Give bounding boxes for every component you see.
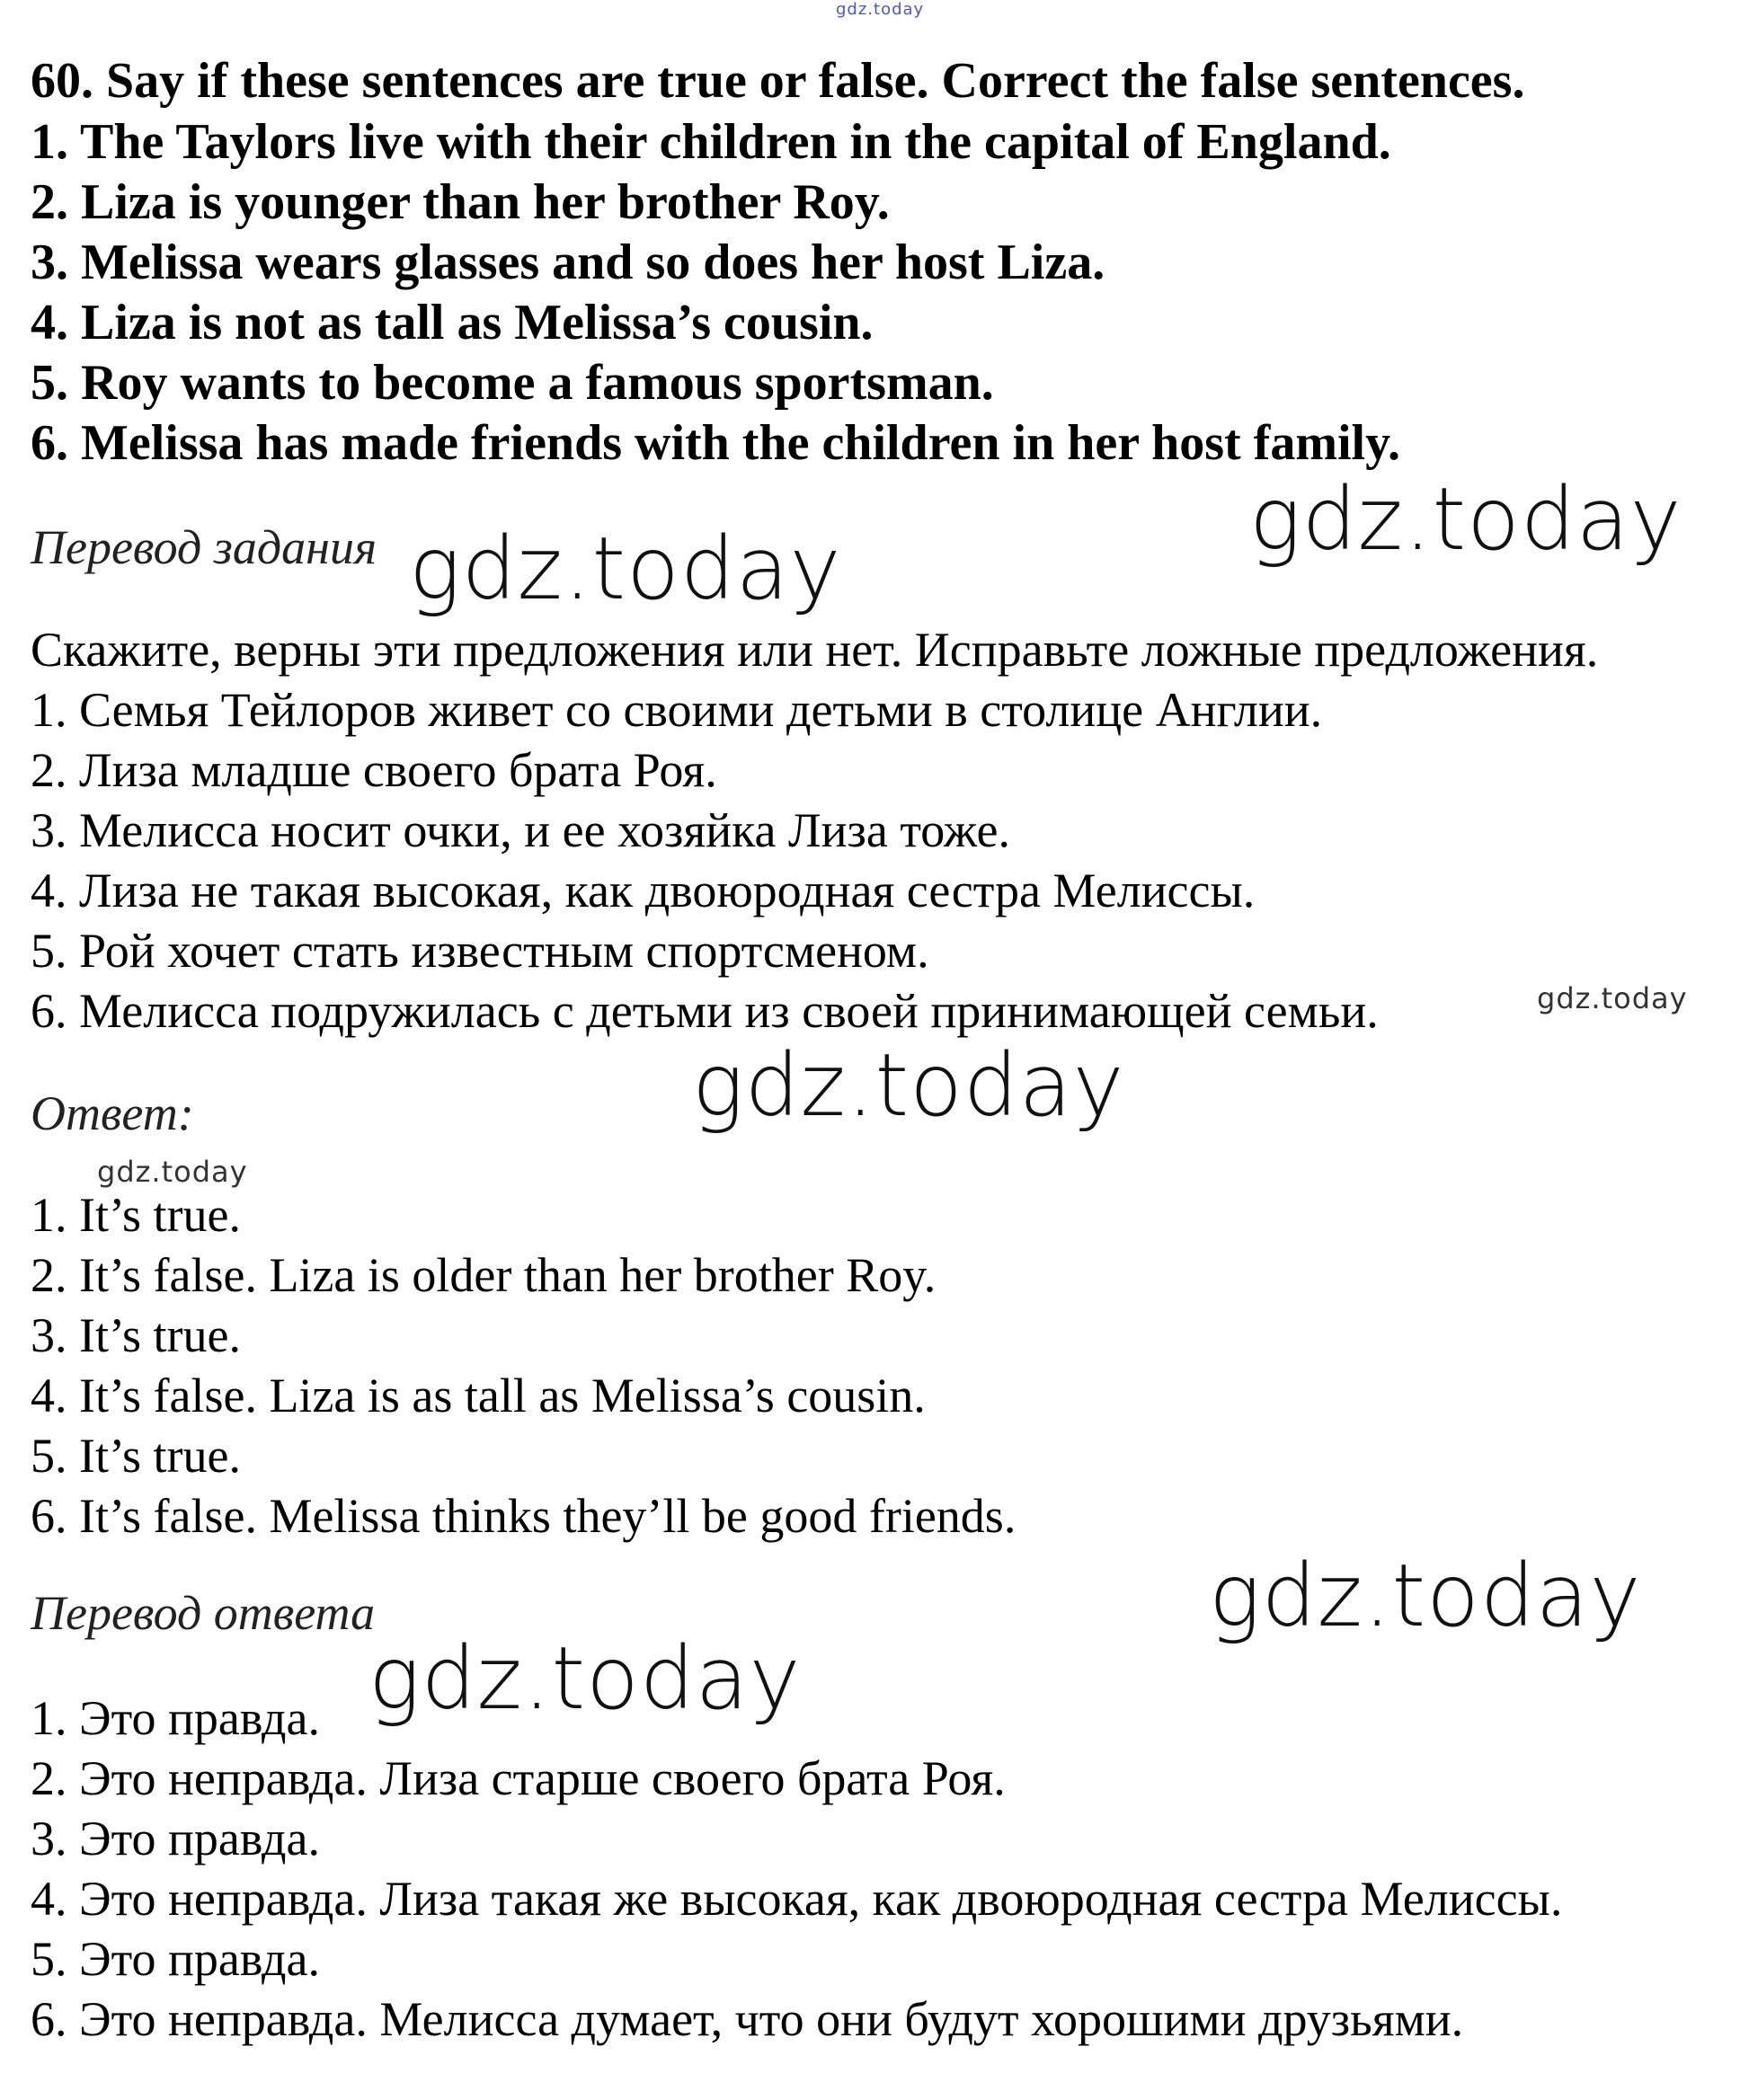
task-item-5: 5. Roy wants to become a famous sportsman. xyxy=(31,355,994,411)
task-translation-heading: Перевод задания xyxy=(31,520,377,574)
answer-heading: Ответ: xyxy=(31,1086,194,1140)
task-translation-item-6: 6. Мелисса подружилась с детьми из своей принимающей семьи. xyxy=(31,984,1379,1038)
task-title: 60. Say if these sentences are true or false. Correct the false sentences. xyxy=(31,53,1525,109)
answer-item-4: 4. It’s false. Liza is as tall as Melissa’s cousin. xyxy=(31,1369,926,1422)
answer-translation-item-5: 5. Это правда. xyxy=(31,1932,320,1986)
answer-translation-item-3: 3. Это правда. xyxy=(31,1812,320,1865)
answer-translation-item-4: 4. Это неправда. Лиза такая же высокая, как двоюродная сестра Мелиссы. xyxy=(31,1872,1563,1926)
watermark-1: gdz.today xyxy=(409,518,842,619)
watermark-6: gdz.today xyxy=(1209,1546,1642,1646)
task-item-1: 1. The Taylors live with their children in the capital of England. xyxy=(31,114,1391,170)
watermark-top: gdz.today xyxy=(836,0,925,19)
answer-item-5: 5. It’s true. xyxy=(31,1429,241,1483)
task-item-3: 3. Melissa wears glasses and so does her host Liza. xyxy=(31,235,1105,290)
answer-translation-item-6: 6. Это неправда. Мелисса думает, что они будут хорошими друзьями. xyxy=(31,1992,1464,2046)
task-translation-item-5: 5. Рой хочет стать известным спортсменом. xyxy=(31,924,929,978)
watermark-5: gdz.today xyxy=(97,1155,248,1189)
task-translation-item-2: 2. Лиза младше своего брата Роя. xyxy=(31,743,717,797)
task-item-6: 6. Melissa has made friends with the children in her host family. xyxy=(31,415,1401,471)
task-translation-item-4: 4. Лиза не такая высокая, как двоюродная сестра Мелиссы. xyxy=(31,864,1256,917)
answer-translation-item-2: 2. Это неправда. Лиза старше своего брата Роя. xyxy=(31,1751,1006,1805)
answer-item-6: 6. It’s false. Melissa thinks they’ll be good friends. xyxy=(31,1489,1017,1543)
task-translation-item-3: 3. Мелисса носит очки, и ее хозяйка Лиза тоже. xyxy=(31,803,1010,857)
watermark-2: gdz.today xyxy=(1249,469,1682,570)
answer-translation-item-1: 1. Это правда. xyxy=(31,1691,320,1745)
answer-item-3: 3. It’s true. xyxy=(31,1308,241,1362)
answer-item-2: 2. It’s false. Liza is older than her brother Roy. xyxy=(31,1248,937,1302)
task-translation-intro: Скажите, верны эти предложения или нет. Исправьте ложные предложения. xyxy=(31,623,1599,677)
watermark-8: gdz.today xyxy=(1636,2065,1725,2084)
task-item-2: 2. Liza is younger than her brother Roy. xyxy=(31,174,890,230)
task-item-4: 4. Liza is not as tall as Melissa’s cousin. xyxy=(31,295,874,350)
watermark-4: gdz.today xyxy=(692,1035,1125,1136)
watermark-3: gdz.today xyxy=(1537,981,1688,1015)
watermark-7: gdz.today xyxy=(368,1628,802,1729)
task-translation-item-1: 1. Семья Тейлоров живет со своими детьми в столице Англии. xyxy=(31,683,1323,737)
answer-translation-heading: Перевод ответа xyxy=(31,1586,376,1640)
answer-item-1: 1. It’s true. xyxy=(31,1188,241,1242)
